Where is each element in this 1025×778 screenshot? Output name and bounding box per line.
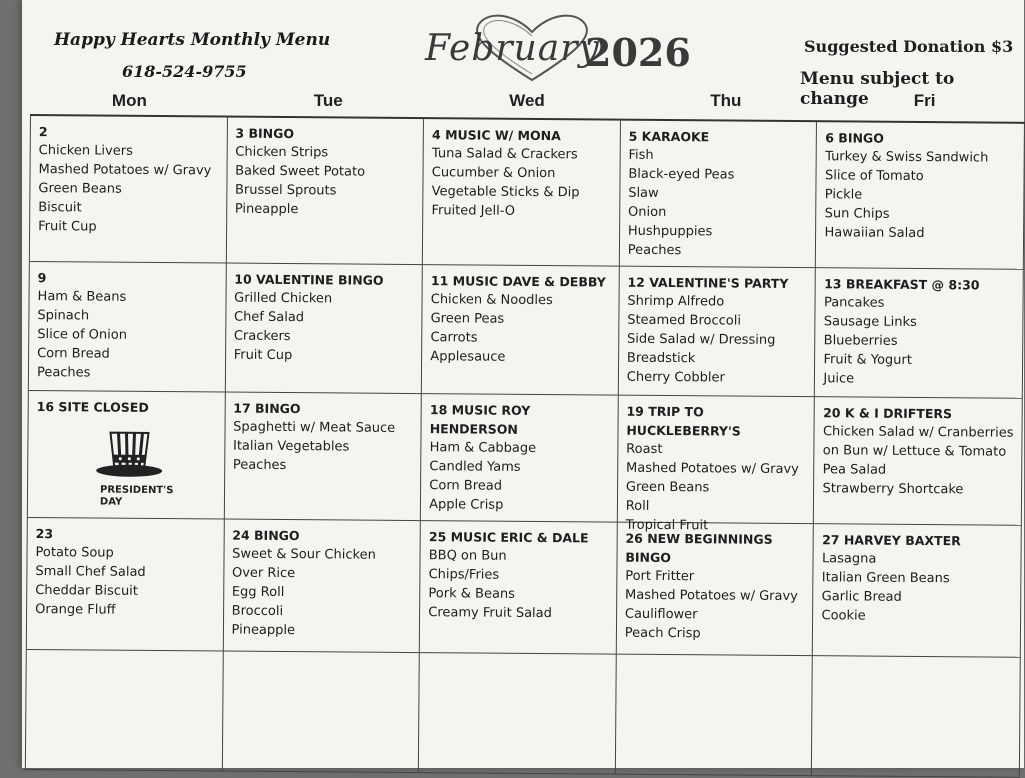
menu-item: Cauliflower (624, 606, 698, 623)
menu-item: Chicken Strips (235, 144, 329, 161)
menu-sheet (22, 0, 1024, 768)
day-heading: 24 BINGO (232, 527, 300, 544)
day-heading: 27 HARVEY BAXTER (822, 532, 961, 549)
menu-item: Mashed Potatoes w/ Gravy (625, 587, 798, 605)
menu-item: Green Beans (38, 181, 122, 197)
weekday-header (30, 88, 1024, 114)
day-cell (816, 122, 1025, 270)
day-cell (616, 655, 814, 777)
menu-item: Biscuit (38, 200, 82, 216)
menu-item: Port Fritter (625, 568, 695, 585)
month-banner (417, 10, 691, 86)
day-heading: 10 VALENTINE BINGO (234, 271, 384, 288)
day-heading: 25 MUSIC ERIC & DALE (428, 529, 589, 546)
menu-item: Cucumber & Onion (431, 165, 556, 182)
menu-item: Cheddar Biscuit (35, 583, 138, 599)
menu-item: Pickle (824, 187, 863, 203)
change-note: Menu subject to change (800, 69, 955, 109)
day-heading: 4 MUSIC W/ MONA (432, 127, 561, 144)
menu-item: Chicken Salad w/ Cranberries (822, 424, 1014, 441)
menu-item: Over Rice (231, 565, 296, 582)
day-cell (26, 650, 224, 772)
menu-item: Pineapple (234, 201, 299, 218)
menu-item: Pea Salad (822, 462, 887, 478)
menu-item: Slice of Onion (37, 327, 128, 343)
day-heading: 13 BREAKFAST @ 8:30 (824, 276, 980, 293)
day-heading: 11 MUSIC DAVE & DEBBY (430, 273, 606, 290)
uncle-sam-hat-icon (94, 427, 164, 480)
menu-item: Pork & Beans (428, 586, 516, 602)
day-cell (420, 521, 618, 655)
menu-item: Lasagna (821, 551, 877, 567)
day-cell (421, 394, 619, 523)
day-cell (423, 119, 621, 267)
day-heading: 9 (37, 270, 47, 286)
menu-item: Spinach (37, 308, 90, 324)
menu-item: Peach Crisp (624, 625, 701, 642)
day-heading: 16 SITE CLOSED (36, 399, 149, 415)
menu-item: Sausage Links (823, 314, 917, 330)
menu-item: Green Peas (430, 311, 505, 327)
day-cell (223, 520, 421, 654)
day-cell (224, 393, 422, 522)
menu-item: Roast (626, 441, 663, 457)
menu-item: Pineapple (231, 622, 296, 639)
day-heading: 26 NEW BEGINNINGS BINGO (625, 530, 773, 566)
menu-item: Mashed Potatoes w/ Gravy (626, 460, 799, 478)
day-cell (813, 524, 1022, 658)
day-heading: 17 BINGO (233, 400, 301, 417)
menu-item: Creamy Fruit Salad (428, 605, 552, 622)
day-cell (617, 523, 815, 657)
day-cell (422, 265, 620, 396)
day-cell (815, 268, 1024, 399)
day-heading: 3 BINGO (235, 125, 295, 142)
menu-item: Pancakes (823, 295, 885, 311)
day-heading: 20 K & I DRIFTERS (823, 405, 953, 422)
menu-item: Green Beans (625, 479, 710, 496)
day-heading: 2 (38, 124, 48, 140)
day-heading: 6 BINGO (825, 130, 884, 146)
day-cell (814, 397, 1023, 526)
menu-item: Applesauce (430, 349, 506, 365)
menu-item: on Bun w/ Lettuce & Tomato (822, 443, 1007, 460)
day-cell (619, 267, 817, 398)
phone-number: 618-524-9755 (122, 62, 247, 81)
menu-item: Strawberry Shortcake (822, 481, 964, 498)
menu-item: Broccoli (231, 603, 284, 620)
day-heading: 18 MUSIC ROY HENDERSON (429, 402, 531, 437)
menu-item: Peaches (627, 242, 682, 259)
menu-item: Ham & Beans (37, 289, 127, 305)
menu-item: Blueberries (823, 333, 898, 349)
menu-item: BBQ on Bun (428, 548, 507, 564)
menu-item: Steamed Broccoli (627, 312, 742, 329)
menu-item: Grilled Chicken (234, 290, 333, 307)
menu-item: Crackers (233, 328, 291, 345)
menu-item: Tropical Fruit (625, 517, 709, 534)
menu-item: Carrots (430, 330, 478, 346)
menu-item: Fruit & Yogurt (823, 352, 912, 368)
day-heading (625, 661, 805, 662)
menu-item: Egg Roll (231, 584, 285, 601)
day-cell (29, 262, 227, 393)
menu-item: Black-eyed Peas (628, 166, 735, 183)
menu-item: Cookie (821, 608, 866, 624)
year: 2026 (585, 30, 691, 75)
weekday-tue: Tue (313, 91, 343, 110)
day-cell (225, 264, 423, 395)
day-cell (419, 653, 617, 775)
weekday-mon: Mon (111, 91, 147, 110)
weekday-wed: Wed (509, 91, 545, 110)
donation-note: Suggested Donation $3 (804, 37, 1014, 56)
menu-item: Chef Salad (233, 309, 305, 326)
day-cell (812, 656, 1020, 778)
day-cell (28, 391, 226, 520)
menu-item: Potato Soup (35, 545, 114, 561)
menu-item: Brussel Sprouts (234, 182, 337, 199)
menu-item: Side Salad w/ Dressing (627, 331, 776, 348)
menu-item: Chicken Livers (38, 143, 133, 159)
menu-item: Corn Bread (37, 346, 110, 362)
day-cell (226, 118, 424, 266)
menu-item: Ham & Cabbage (429, 440, 537, 456)
menu-item: Corn Bread (429, 478, 503, 494)
day-heading: 5 KARAOKE (628, 128, 710, 145)
menu-item: Chips/Fries (428, 567, 500, 583)
menu-item: Spaghetti w/ Meat Sauce (233, 419, 396, 436)
menu-item: Slice of Tomato (824, 168, 924, 185)
menu-item: Fruit Cup (38, 219, 97, 235)
menu-item: Sweet & Sour Chicken (232, 546, 376, 563)
menu-item: Peaches (36, 365, 91, 381)
menu-item: Fish (628, 147, 654, 163)
day-heading (35, 656, 215, 657)
weekday-fri: Fri (913, 91, 936, 110)
day-cell (27, 518, 225, 652)
month-name: February (425, 28, 600, 69)
menu-item: Slaw (628, 185, 659, 201)
menu-item: Small Chef Salad (35, 564, 146, 580)
menu-item: Mashed Potatoes w/ Gravy (38, 162, 212, 179)
day-heading (231, 658, 411, 659)
menu-item: Fruited Jell-O (431, 203, 516, 219)
menu-item: Sun Chips (824, 206, 890, 222)
day-cell (620, 121, 818, 269)
menu-item: Garlic Bread (821, 589, 902, 605)
menu-item: Orange Fluff (35, 602, 116, 618)
day-cell (222, 652, 420, 774)
weekday-thu: Thu (710, 91, 742, 110)
menu-item: Hawaiian Salad (824, 225, 925, 242)
menu-item: Onion (628, 204, 667, 221)
menu-item: Cherry Cobbler (626, 369, 725, 386)
day-heading (821, 662, 1012, 663)
presidents-day-caption: DAY (99, 496, 123, 508)
menu-item: Italian Green Beans (821, 570, 950, 587)
day-heading: 19 TRIP TO HUCKLEBERRY'S (626, 403, 741, 439)
menu-item: Baked Sweet Potato (235, 163, 366, 180)
menu-item: Fruit Cup (233, 347, 293, 364)
menu-item: Tuna Salad & Crackers (431, 146, 578, 163)
day-cell (618, 396, 816, 534)
day-heading: 12 VALENTINE'S PARTY (627, 274, 789, 291)
menu-item: Juice (823, 371, 855, 387)
calendar-grid (25, 114, 1025, 778)
menu-item: Vegetable Sticks & Dip (431, 184, 580, 201)
menu-item: Apple Crisp (429, 497, 504, 513)
menu-item: Shrimp Alfredo (627, 293, 725, 310)
menu-title: Happy Hearts Monthly Menu (54, 30, 331, 50)
presidents-day-caption: PRESIDENT'S (100, 484, 174, 497)
menu-item: Breadstick (626, 350, 696, 367)
day-heading (428, 659, 608, 660)
menu-item: Turkey & Swiss Sandwich (825, 149, 989, 166)
day-heading: 23 (35, 526, 54, 542)
menu-item: Peaches (232, 457, 287, 474)
menu-item: Italian Vegetables (232, 438, 350, 455)
menu-item: Chicken & Noodles (430, 292, 553, 309)
menu-item: Hushpuppies (627, 223, 713, 240)
menu-item: Candled Yams (429, 459, 521, 475)
menu-item: Roll (625, 498, 650, 514)
day-cell (30, 116, 228, 264)
